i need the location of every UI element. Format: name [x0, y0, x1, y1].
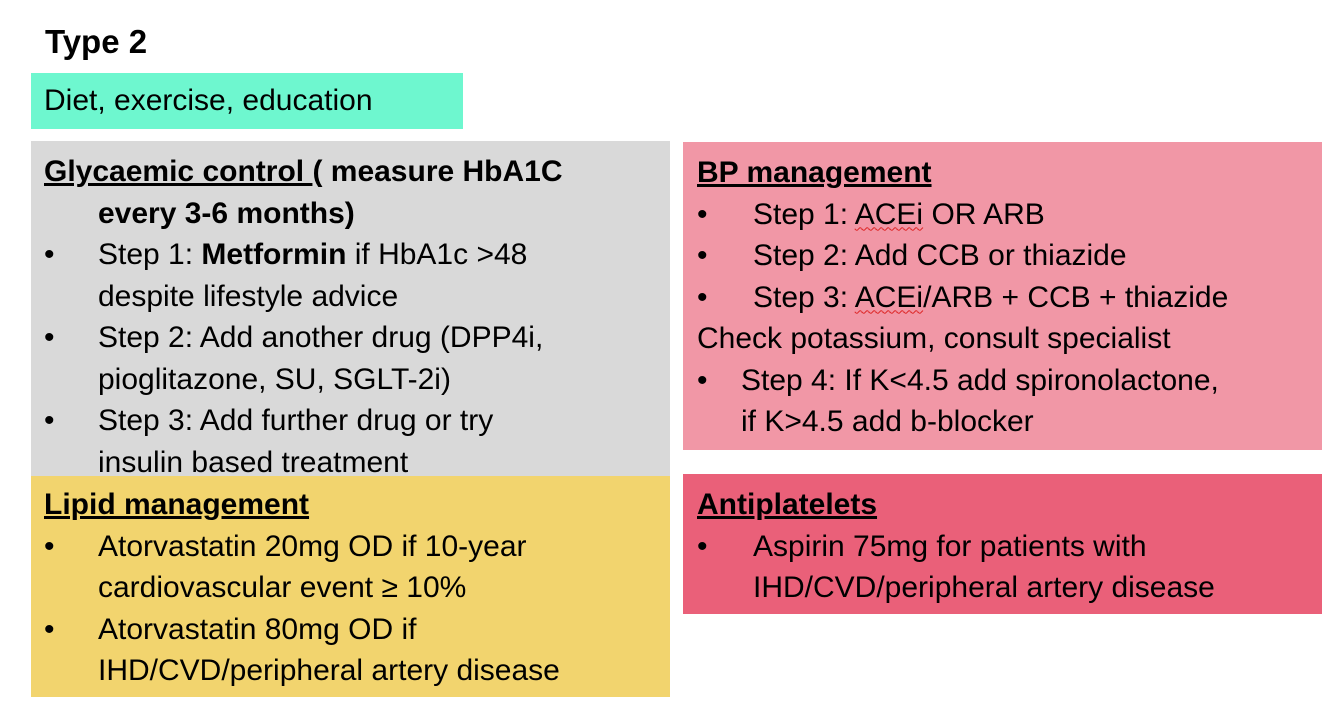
glycaemic-heading-line-2: every 3-6 months) — [98, 196, 355, 230]
glycaemic-control-box — [31, 141, 670, 476]
glycaemic-heading-rest-1: ( measure HbA1C — [312, 155, 563, 188]
lipid-text: cardiovascular event ≥ 10% — [98, 571, 467, 604]
diet-box — [31, 73, 463, 129]
antiplatelets-list — [697, 526, 1308, 609]
acei-text: ACEi — [854, 280, 924, 314]
glycaemic-list — [44, 234, 657, 476]
bullet-icon: • — [697, 529, 708, 563]
lipid-management-box — [31, 476, 670, 697]
step-text: Step 2: Add another drug (DPP4i, — [98, 321, 544, 354]
step-text: pioglitazone, SU, SGLT-2i) — [98, 362, 451, 396]
bp-list-continued — [697, 360, 1308, 443]
bullet-icon: • — [44, 404, 55, 437]
antiplatelets-text: Aspirin 75mg for patients with — [753, 529, 1147, 563]
list-item — [697, 360, 1308, 443]
list-item — [44, 234, 657, 317]
lipid-text: Atorvastatin 20mg OD if 10-year — [98, 529, 527, 563]
list-item — [697, 235, 1308, 277]
list-item — [697, 194, 1308, 236]
bp-heading — [697, 152, 1308, 194]
step-text: insulin based treatment — [98, 445, 409, 476]
bullet-icon: • — [44, 612, 55, 646]
bullet-icon: • — [697, 363, 708, 397]
diet-text: Diet, exercise, education — [44, 84, 373, 117]
acei-text: ACEi — [854, 197, 924, 231]
bullet-icon: • — [44, 529, 55, 563]
bullet-icon: • — [44, 321, 55, 354]
lipid-list — [44, 526, 657, 692]
step-text: if HbA1c >48 — [346, 238, 528, 271]
lipid-text: Atorvastatin 80mg OD if — [98, 612, 417, 646]
glycaemic-heading-underlined: Glycaemic control — [44, 155, 313, 188]
list-item — [44, 317, 657, 400]
bp-management-box — [683, 142, 1322, 450]
bullet-icon: • — [44, 238, 55, 271]
bp-text: Step 3: — [753, 280, 855, 314]
list-item — [44, 400, 657, 476]
bp-text: Step 2: Add CCB or thiazide — [753, 239, 1127, 272]
step-text: Step 1: — [98, 238, 202, 271]
step-text: despite lifestyle advice — [98, 279, 399, 313]
bp-text: Step 1: — [753, 197, 855, 231]
lipid-heading-text: Lipid management — [44, 488, 310, 521]
bp-text: if K>4.5 add b-blocker — [741, 405, 1034, 438]
list-item — [697, 277, 1308, 319]
bp-heading-text: BP management — [697, 156, 932, 189]
list-item — [44, 609, 657, 692]
lipid-text: IHD/CVD/peripheral artery disease — [98, 654, 560, 687]
metformin-label: Metformin — [201, 238, 347, 271]
bp-list — [697, 194, 1308, 319]
bp-text: /ARB + CCB + thiazide — [923, 280, 1229, 314]
step-text: Step 3: Add further drug or try — [98, 404, 494, 437]
bp-text: Step 4: If K<4.5 add spironolactone, — [741, 363, 1219, 397]
antiplatelets-heading-text: Antiplatelets — [697, 488, 878, 521]
bullet-icon: • — [697, 197, 708, 231]
antiplatelets-text: IHD/CVD/peripheral artery disease — [753, 571, 1215, 604]
antiplatelets-heading — [697, 484, 1308, 526]
bullet-icon: • — [697, 280, 708, 314]
lipid-heading — [44, 484, 657, 526]
list-item — [697, 526, 1308, 609]
list-item — [44, 526, 657, 609]
bp-text: OR ARB — [923, 197, 1045, 231]
page-title: Type 2 — [45, 23, 148, 60]
antiplatelets-box — [683, 474, 1322, 614]
bp-note: Check potassium, consult specialist — [697, 322, 1171, 355]
glycaemic-heading — [44, 151, 657, 193]
bullet-icon: • — [697, 239, 708, 272]
